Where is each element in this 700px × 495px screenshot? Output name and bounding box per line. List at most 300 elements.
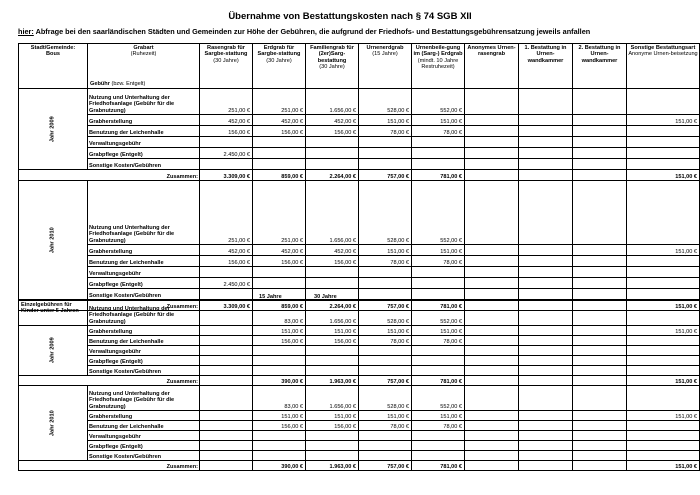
fee-value <box>465 115 519 126</box>
fee-value <box>359 346 412 356</box>
fee-value <box>573 301 627 326</box>
fee-value: 156,00 € <box>253 126 306 137</box>
fee-value <box>519 137 573 148</box>
fee-table-children <box>18 300 700 471</box>
fee-value <box>306 159 359 170</box>
year-label <box>19 386 88 461</box>
fee-value <box>253 159 306 170</box>
fee-value: 151,00 € <box>412 411 465 421</box>
fee-value: 156,00 € <box>200 256 253 267</box>
fee-value <box>519 289 573 300</box>
fee-value: 151,00 € <box>253 411 306 421</box>
fee-value <box>359 137 412 148</box>
year-block-2010 <box>19 181 700 311</box>
fee-value <box>627 256 700 267</box>
header-col-4 <box>412 44 465 89</box>
header-col-title: 2. Bestattung in Urnen-wandkammer <box>578 45 621 64</box>
fee-value <box>306 366 359 376</box>
fee-value: 151,00 € <box>359 245 412 256</box>
header-col-title: Erdgrab für Sargbe-stattung <box>257 45 301 58</box>
fee-row-sonstige <box>19 366 700 376</box>
fee-row-nutzung <box>19 386 700 411</box>
fee-value <box>412 289 465 300</box>
duration-note-15: 15 Jahre <box>259 294 282 300</box>
fee-row-grabherstellung <box>19 326 700 336</box>
fee-value: 552,00 € <box>412 181 465 245</box>
fee-row-nutzung <box>19 89 700 115</box>
fee-value: 452,00 € <box>306 245 359 256</box>
fee-label-nutzung: Nutzung und Unterhaltung der Friedhofsanlage (Gebühr für die Grabnutzung) <box>88 89 200 115</box>
fee-value <box>465 441 519 451</box>
fee-value: 78,00 € <box>359 421 412 431</box>
fee-row-leichenhalle <box>19 336 700 346</box>
fee-value <box>627 421 700 431</box>
fee-row-verwaltung <box>19 431 700 441</box>
fee-value: 2.450,00 € <box>200 148 253 159</box>
fee-table-adults <box>18 43 700 311</box>
fee-value: 78,00 € <box>412 421 465 431</box>
fee-value: 151,00 € <box>412 115 465 126</box>
fee-value <box>573 346 627 356</box>
fee-value <box>465 366 519 376</box>
fee-value <box>306 346 359 356</box>
fee-row-verwaltung <box>19 137 700 148</box>
fee-value: 156,00 € <box>253 256 306 267</box>
fee-row-grabherstellung <box>19 411 700 421</box>
total-label: Zusammen: <box>19 376 200 386</box>
fee-value <box>519 278 573 289</box>
header-col-sub: Anonyme Urnen-beisetzung <box>628 51 698 58</box>
fee-row-sonstige <box>19 451 700 461</box>
total-value: 781,00 € <box>412 300 465 311</box>
fee-label-nutzung: Nutzung und Unterhaltung der Friedhofsanlage (Gebühr für die Grabnutzung) <box>88 181 200 245</box>
fee-value: 78,00 € <box>412 126 465 137</box>
fee-value: 1.656,00 € <box>306 89 359 115</box>
fee-value: 452,00 € <box>200 115 253 126</box>
fee-label-grabpflege: Grabpflege (Entgelt) <box>88 441 200 451</box>
fee-value <box>573 366 627 376</box>
fee-value <box>412 366 465 376</box>
fee-value: 156,00 € <box>253 336 306 346</box>
fee-value <box>519 301 573 326</box>
fee-value <box>465 137 519 148</box>
child-year-block-2010 <box>19 386 700 471</box>
fee-value <box>359 431 412 441</box>
fee-value <box>573 441 627 451</box>
fee-value <box>573 245 627 256</box>
header-grabart <box>88 44 200 89</box>
fee-value <box>519 356 573 366</box>
fee-value <box>465 386 519 411</box>
fee-value <box>573 289 627 300</box>
fee-value <box>573 421 627 431</box>
fee-value <box>519 451 573 461</box>
fee-value <box>359 159 412 170</box>
document-title: Übernahme von Bestattungskosten nach § 74 SGB XII <box>228 11 472 22</box>
total-value: 3.309,00 € <box>200 300 253 311</box>
fee-value: 156,00 € <box>253 421 306 431</box>
child-year-block-2009 <box>19 301 700 386</box>
fee-value <box>200 431 253 441</box>
header-col-title: Anonymes Urnen-rasengrab <box>467 45 516 58</box>
fee-value <box>519 431 573 441</box>
fee-value <box>465 256 519 267</box>
year-label <box>19 326 88 376</box>
fee-row-leichenhalle <box>19 126 700 137</box>
fee-value <box>412 278 465 289</box>
total-value <box>465 170 519 181</box>
fee-value <box>573 89 627 115</box>
fee-row-leichenhalle <box>19 421 700 431</box>
year-label-text: Jahr 2010 <box>49 227 56 253</box>
fee-label-leichenhalle: Benutzung der Leichenhalle <box>88 256 200 267</box>
year-label-text: Jahr 2009 <box>49 116 56 142</box>
fee-row-sonstige <box>19 159 700 170</box>
total-value <box>465 376 519 386</box>
fee-value <box>200 411 253 421</box>
total-row <box>19 376 700 386</box>
fee-value <box>627 431 700 441</box>
fee-label-nutzung: Nutzung und Unterhaltung der Friedhofsanlage (Gebühr für die Grabnutzung) <box>88 386 200 411</box>
header-row <box>19 44 700 89</box>
fee-value: 151,00 € <box>627 245 700 256</box>
fee-value: 151,00 € <box>359 326 412 336</box>
fee-value <box>200 289 253 300</box>
fee-value <box>573 386 627 411</box>
fee-value: 156,00 € <box>306 336 359 346</box>
fee-value <box>627 267 700 278</box>
fee-row-leichenhalle <box>19 256 700 267</box>
fee-value <box>465 278 519 289</box>
fee-value <box>519 421 573 431</box>
total-row <box>19 170 700 181</box>
total-label: Zusammen: <box>19 300 200 311</box>
fee-value <box>253 148 306 159</box>
fee-label-grabherstellung: Grabherstellung <box>88 245 200 256</box>
total-value: 151,00 € <box>627 461 700 471</box>
fee-value <box>200 336 253 346</box>
fee-value: 78,00 € <box>359 256 412 267</box>
header-col-5 <box>465 44 519 89</box>
fee-row-grabpflege <box>19 278 700 289</box>
fee-value: 78,00 € <box>412 256 465 267</box>
fee-label-verwaltung: Verwaltungsgebühr <box>88 346 200 356</box>
fee-value: 1.656,00 € <box>306 386 359 411</box>
fee-value <box>359 267 412 278</box>
fee-value: 151,00 € <box>253 326 306 336</box>
total-value: 757,00 € <box>359 461 412 471</box>
total-value <box>200 461 253 471</box>
total-value: 859,00 € <box>253 170 306 181</box>
fee-value <box>465 245 519 256</box>
fee-value <box>627 356 700 366</box>
total-value: 1.963,00 € <box>306 376 359 386</box>
fee-value: 452,00 € <box>253 245 306 256</box>
fee-value <box>306 356 359 366</box>
header-gebuehr <box>90 81 145 87</box>
fee-label-grabpflege: Grabpflege (Entgelt) <box>88 278 200 289</box>
fee-value <box>519 245 573 256</box>
fee-value: 156,00 € <box>306 256 359 267</box>
fee-value <box>253 346 306 356</box>
fee-label-leichenhalle: Benutzung der Leichenhalle <box>88 421 200 431</box>
total-value: 757,00 € <box>359 300 412 311</box>
fee-value <box>573 115 627 126</box>
fee-label-verwaltung: Verwaltungsgebühr <box>88 267 200 278</box>
fee-value <box>627 126 700 137</box>
fee-value <box>200 441 253 451</box>
fee-value <box>412 431 465 441</box>
child-fee-label: Einzelgebühren für Kinder unter 5 Jahren <box>19 301 88 326</box>
fee-label-grabherstellung: Grabherstellung <box>88 411 200 421</box>
fee-label-nutzung: Nutzung und Unterhaltung der Friedhofsanlage (Gebühr für die Grabnutzung) <box>88 301 200 326</box>
fee-value <box>412 159 465 170</box>
document-subtitle <box>18 27 698 36</box>
fee-label-grabherstellung: Grabherstellung <box>88 326 200 336</box>
fee-label-verwaltung: Verwaltungsgebühr <box>88 431 200 441</box>
fee-value <box>412 267 465 278</box>
total-label: Zusammen: <box>19 461 200 471</box>
fee-value: 151,00 € <box>306 326 359 336</box>
fee-value <box>306 267 359 278</box>
header-col-1 <box>253 44 306 89</box>
fee-value: 151,00 € <box>306 411 359 421</box>
total-label: Zusammen: <box>19 170 200 181</box>
header-stadt-label: Stadt/Gemeinde: <box>30 45 76 51</box>
fee-value <box>465 148 519 159</box>
fee-value <box>519 159 573 170</box>
header-col-3 <box>359 44 412 89</box>
total-value: 3.309,00 € <box>200 170 253 181</box>
duration-note-30: 30 Jahre <box>314 294 337 300</box>
fee-value <box>200 137 253 148</box>
fee-value <box>359 451 412 461</box>
fee-value <box>253 451 306 461</box>
fee-value: 528,00 € <box>359 386 412 411</box>
fee-value <box>200 386 253 411</box>
year-label-text: Jahr 2010 <box>49 410 56 436</box>
fee-value <box>200 366 253 376</box>
fee-value <box>465 126 519 137</box>
total-value <box>573 461 627 471</box>
fee-value <box>573 356 627 366</box>
fee-value <box>573 256 627 267</box>
fee-value <box>519 115 573 126</box>
header-grabart-sub: (Ruhezeit) <box>130 51 157 58</box>
total-value <box>573 376 627 386</box>
fee-value <box>200 267 253 278</box>
fee-value <box>465 451 519 461</box>
fee-label-grabherstellung: Grabherstellung <box>88 115 200 126</box>
fee-value: 78,00 € <box>359 336 412 346</box>
fee-value <box>253 441 306 451</box>
fee-value <box>519 386 573 411</box>
fee-value <box>412 137 465 148</box>
fee-value: 83,00 € <box>253 301 306 326</box>
fee-value: 251,00 € <box>200 89 253 115</box>
header-col-sub: (30 Jahre) <box>213 57 239 64</box>
fee-value <box>519 336 573 346</box>
fee-label-leichenhalle: Benutzung der Leichenhalle <box>88 126 200 137</box>
fee-value: 528,00 € <box>359 89 412 115</box>
fee-value <box>627 159 700 170</box>
header-col-title: Rasengrab für Sargbe-stattung <box>204 45 248 58</box>
fee-value <box>465 89 519 115</box>
fee-value <box>253 366 306 376</box>
total-value: 781,00 € <box>412 376 465 386</box>
fee-value: 452,00 € <box>253 115 306 126</box>
fee-value <box>627 346 700 356</box>
fee-value <box>359 366 412 376</box>
fee-row-grabherstellung <box>19 245 700 256</box>
fee-value <box>465 431 519 441</box>
fee-value <box>519 126 573 137</box>
header-col-6 <box>519 44 573 89</box>
total-value <box>465 461 519 471</box>
fee-value <box>465 181 519 245</box>
fee-value: 151,00 € <box>627 115 700 126</box>
fee-label-grabpflege: Grabpflege (Entgelt) <box>88 356 200 366</box>
header-col-sub: (30 Jahre) <box>266 57 292 64</box>
total-value: 757,00 € <box>359 376 412 386</box>
fee-value: 1.656,00 € <box>306 181 359 245</box>
fee-value <box>573 181 627 245</box>
fee-value: 151,00 € <box>412 245 465 256</box>
fee-value <box>306 441 359 451</box>
fee-value: 156,00 € <box>306 421 359 431</box>
fee-label-sonstige: Sonstige Kosten/Gebühren <box>88 451 200 461</box>
fee-value <box>573 411 627 421</box>
fee-value <box>359 278 412 289</box>
fee-value <box>519 148 573 159</box>
fee-value <box>627 386 700 411</box>
fee-value <box>573 148 627 159</box>
fee-value: 552,00 € <box>412 301 465 326</box>
fee-value <box>627 278 700 289</box>
fee-value <box>465 346 519 356</box>
fee-value <box>627 289 700 300</box>
fee-value <box>573 159 627 170</box>
fee-value <box>573 126 627 137</box>
subtitle-prefix: hier: <box>18 27 34 36</box>
fee-value: 2.450,00 € <box>200 278 253 289</box>
fee-value: 552,00 € <box>412 89 465 115</box>
fee-row-grabpflege <box>19 148 700 159</box>
fee-row-verwaltung <box>19 346 700 356</box>
fee-value: 528,00 € <box>359 181 412 245</box>
fee-row-grabpflege <box>19 356 700 366</box>
fee-value <box>627 181 700 245</box>
fee-value <box>200 356 253 366</box>
fee-value <box>412 441 465 451</box>
fee-value: 78,00 € <box>412 336 465 346</box>
fee-value <box>519 89 573 115</box>
total-value: 781,00 € <box>412 461 465 471</box>
fee-value <box>200 346 253 356</box>
total-value <box>519 461 573 471</box>
total-value: 2.264,00 € <box>306 170 359 181</box>
fee-value <box>519 267 573 278</box>
fee-value: 552,00 € <box>412 386 465 411</box>
fee-row-sonstige <box>19 289 700 300</box>
fee-value <box>519 441 573 451</box>
fee-row-grabherstellung <box>19 115 700 126</box>
fee-value <box>627 366 700 376</box>
fee-value <box>627 89 700 115</box>
fee-value <box>627 137 700 148</box>
fee-value <box>412 356 465 366</box>
fee-value <box>253 267 306 278</box>
fee-value: 251,00 € <box>253 181 306 245</box>
fee-value <box>200 451 253 461</box>
total-value: 2.264,00 € <box>306 300 359 311</box>
fee-value <box>359 148 412 159</box>
header-stadt <box>19 44 88 89</box>
year-label <box>19 181 88 300</box>
total-value: 151,00 € <box>627 300 700 311</box>
total-value: 781,00 € <box>412 170 465 181</box>
header-col-sub: (15 Jahre) <box>372 51 398 58</box>
header-col-8 <box>627 44 700 89</box>
fee-value: 151,00 € <box>627 326 700 336</box>
fee-label-sonstige: Sonstige Kosten/Gebühren <box>88 289 200 300</box>
fee-value <box>465 267 519 278</box>
fee-value <box>306 137 359 148</box>
total-value <box>573 170 627 181</box>
fee-value <box>519 181 573 245</box>
fee-value <box>253 278 306 289</box>
total-value: 1.963,00 € <box>306 461 359 471</box>
fee-value <box>573 137 627 148</box>
header-gebuehr-label: Gebühr <box>90 80 110 87</box>
fee-value <box>306 451 359 461</box>
fee-value: 452,00 € <box>306 115 359 126</box>
fee-label-sonstige: Sonstige Kosten/Gebühren <box>88 159 200 170</box>
fee-value <box>465 336 519 346</box>
fee-value: 78,00 € <box>359 126 412 137</box>
fee-value <box>573 278 627 289</box>
fee-value: 528,00 € <box>359 301 412 326</box>
fee-value <box>253 137 306 148</box>
fee-value <box>519 326 573 336</box>
fee-value <box>412 451 465 461</box>
fee-value <box>573 431 627 441</box>
total-value <box>519 376 573 386</box>
fee-value <box>465 159 519 170</box>
fee-value <box>627 301 700 326</box>
fee-value: 83,00 € <box>253 386 306 411</box>
fee-value <box>465 289 519 300</box>
subtitle-text: Abfrage bei den saarländischen Städten und Gemeinden zur Höhe der Gebühren, die aufgrund der Friedhofs- und Bestattungsgebührensatzung jeweils anfallen <box>33 27 591 36</box>
fee-value <box>519 256 573 267</box>
fee-value <box>200 159 253 170</box>
fee-value <box>519 366 573 376</box>
total-value: 390,00 € <box>253 461 306 471</box>
header-gebuehr-sub: (bzw. Entgelt) <box>111 80 146 87</box>
fee-value <box>627 451 700 461</box>
header-col-0 <box>200 44 253 89</box>
header-col-title: Urnenbeile-gung im (Sarg-) Erdgrab <box>413 45 463 58</box>
year-block-2009 <box>19 89 700 181</box>
fee-row-nutzung <box>19 301 700 326</box>
fee-value: 156,00 € <box>200 126 253 137</box>
year-label-text: Jahr 2009 <box>49 337 56 364</box>
fee-value <box>465 421 519 431</box>
total-value: 151,00 € <box>627 376 700 386</box>
total-value <box>519 170 573 181</box>
header-col-sub: (mindt. 10 Jahre Restruhezeit) <box>417 57 459 71</box>
fee-value <box>465 301 519 326</box>
